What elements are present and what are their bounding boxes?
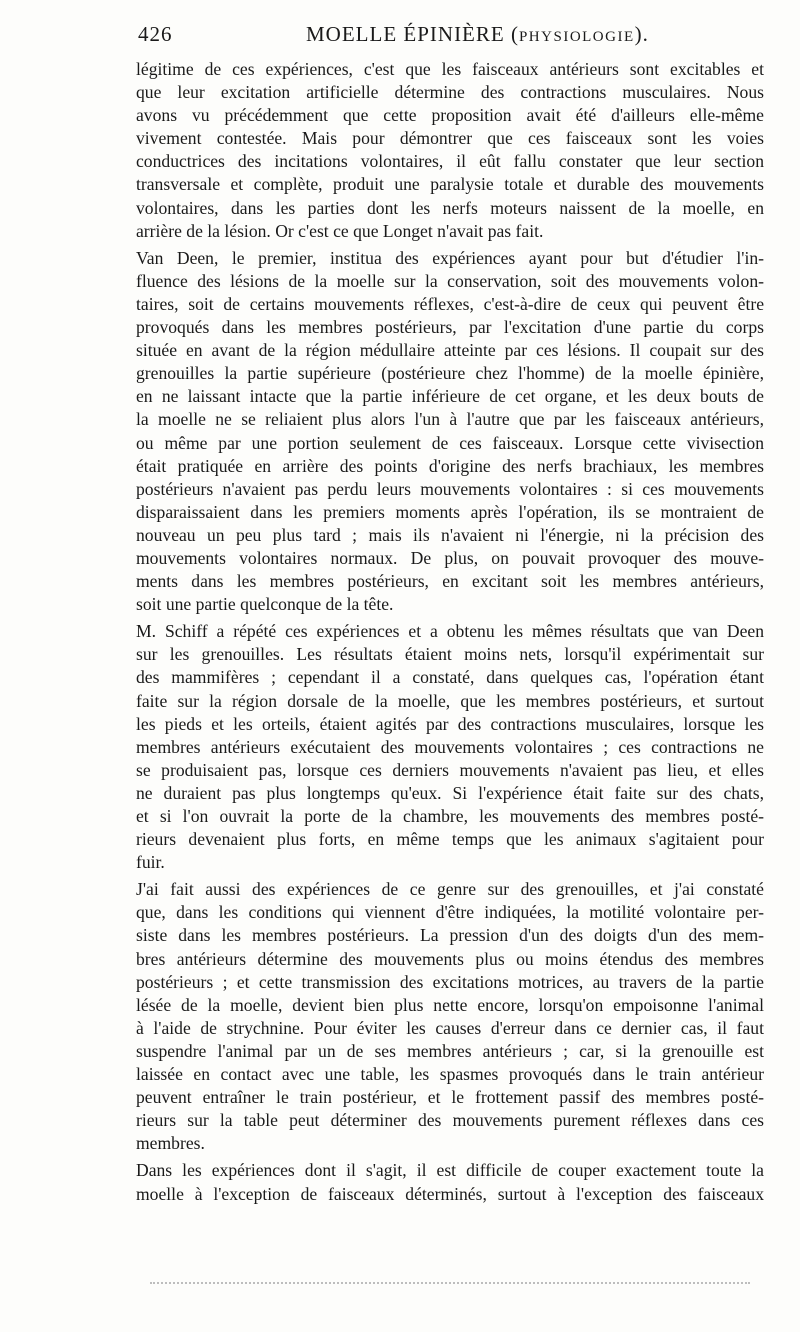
text-line: laissée en contact avec une table, les spasmes provoqués dans le train antérieur — [136, 1064, 764, 1085]
text-line: les pieds et les orteils, étaient agités par des contractions musculaires, lorsque les — [136, 713, 764, 734]
text-line: conductrices des incitations volontaires, il eût fallu constater que leur section — [136, 151, 764, 172]
paragraph — [136, 58, 764, 243]
text-line: fuir. — [136, 852, 165, 873]
text-line: faite sur la région dorsale de la moelle, que les membres postérieurs, et surtout — [136, 690, 764, 711]
text-line: et si l'on ouvrait la porte de la chambre, les mouvements des membres posté- — [136, 806, 764, 826]
text-line: volontaires, dans les parties dont les nerfs moteurs naissent de la moelle, en — [136, 197, 764, 218]
paragraph — [136, 878, 764, 1155]
text-line: Dans les expériences dont il s'agit, il est difficile de couper exactement toute la — [136, 1160, 764, 1181]
running-title-end: ). — [634, 22, 649, 46]
text-line: se produisaient pas, lorsque ces derniers mouvements n'avaient pas lieu, et elles — [136, 759, 764, 780]
text-line: avons vu précédemment que cette proposition avait été d'ailleurs elle-même — [136, 105, 764, 126]
text-line: membres. — [136, 1133, 205, 1154]
text-line: M. Schiff a répété ces expériences et a obtenu les mêmes résultats que van Deen — [136, 621, 764, 642]
text-line: ou même par une portion seulement de ces faisceaux. Lorsque cette vivisection — [136, 432, 764, 453]
text-line: en ne laissant intacte que la partie inférieure de cet organe, et les deux bouts de — [136, 386, 764, 407]
text-line: était pratiquée en arrière des points d'origine des nerfs brachiaux, les membres — [136, 455, 764, 476]
running-title-main: MOELLE ÉPINIÈRE ( — [306, 22, 519, 46]
text-line: bres antérieurs détermine des mouvements plus ou moins étendus des membres — [136, 948, 764, 969]
text-line: transversale et complète, produit une paralysie totale et durable des mouvements — [136, 174, 764, 195]
footer-rule — [150, 1282, 750, 1284]
text-line: membres antérieurs exécutaient des mouvements volontaires ; ces contractions ne — [136, 736, 764, 757]
text-line: que leur excitation artificielle détermine des contractions musculaires. Nous — [136, 82, 764, 103]
text-line: siste dans les membres postérieurs. La pression d'un des doigts d'un des mem- — [136, 925, 764, 946]
text-line: grenouilles la partie supérieure (postérieure chez l'homme) de la moelle épinière, — [136, 363, 764, 384]
paragraph — [136, 247, 764, 617]
text-line: moelle à l'exception de faisceaux déterminés, surtout à l'exception des faisceaux — [136, 1183, 764, 1204]
text-line: rieurs sur la table peut déterminer des mouvements purement réflexes dans ces — [136, 1110, 764, 1131]
text-line: Van Deen, le premier, institua des expériences ayant pour but d'étudier l'in- — [136, 247, 764, 268]
text-line: peuvent entraîner le train postérieur, et le frottement passif des membres posté- — [136, 1087, 764, 1108]
text-line: J'ai fait aussi des expériences de ce genre sur des grenouilles, et j'ai constaté — [136, 879, 764, 900]
text-line: arrière de la lésion. Or c'est ce que Longet n'avait pas fait. — [136, 220, 544, 241]
page-number: 426 — [138, 22, 173, 46]
running-header — [138, 22, 778, 52]
running-title — [306, 22, 649, 47]
paragraph — [136, 620, 764, 874]
text-line: soit une partie quelconque de la tête. — [136, 594, 394, 615]
text-line: provoqués dans les membres postérieurs, par l'excitation d'une partie du corps — [136, 317, 764, 338]
text-line: lésée de la moelle, devient bien plus nette encore, lorsqu'on empoisonne l'animal — [136, 994, 764, 1015]
text-line: suspendre l'animal par un de ses membres antérieurs ; car, si la grenouille est — [136, 1040, 764, 1061]
text-line: ne duraient pas plus longtemps qu'eux. Si l'expérience était faite sur des chats, — [136, 782, 764, 803]
text-line: fluence des lésions de la moelle sur la conservation, soit des mouvements volon- — [136, 270, 764, 291]
text-line: nouveau un peu plus tard ; mais ils n'avaient ni l'énergie, ni la précision des — [136, 524, 764, 545]
text-line: située en avant de la région médullaire atteinte par ces lésions. Il coupait sur des — [136, 340, 764, 361]
text-line: postérieurs ; et cette transmission des excitations motrices, au travers de la partie — [136, 971, 764, 992]
text-line: rieurs devenaient plus forts, en même temps que les animaux s'agitaient pour — [136, 829, 764, 850]
text-line: mouvements volontaires normaux. De plus, on pouvait provoquer des mouve- — [136, 547, 764, 568]
text-line: ments dans les membres postérieurs, en excitant soit les membres antérieurs, — [136, 571, 764, 592]
text-line: à l'aide de strychnine. Pour éviter les causes d'erreur dans ce dernier cas, il faut — [136, 1017, 764, 1038]
text-line: que, dans les conditions qui viennent d'être indiquées, la motilité volontaire per- — [136, 902, 764, 923]
running-title-subject: PHYSIOLOGIE — [518, 29, 635, 45]
text-line: des mammifères ; cependant il a constaté, dans quelques cas, l'opération étant — [136, 667, 764, 688]
text-line: vivement contestée. Mais pour démontrer que ces faisceaux sont les voies — [136, 128, 764, 149]
text-line: postérieurs n'avaient pas perdu leurs mouvements volontaires : si ces mouvements — [136, 478, 764, 499]
body-text — [136, 58, 764, 1206]
text-line: légitime de ces expériences, c'est que les faisceaux antérieurs sont excitables et — [136, 59, 764, 79]
text-line: disparaissaient dans les premiers moments après l'opération, ils se montraient de — [136, 501, 764, 522]
text-line: taires, soit de certains mouvements réflexes, c'est-à-dire de ceux qui peuvent être — [136, 293, 764, 314]
text-line: sur les grenouilles. Les résultats étaient moins nets, lorsqu'il expérimentait sur — [136, 644, 764, 665]
text-line: la moelle ne se reliaient plus alors l'un à l'autre que par les faisceaux antérieurs, — [136, 409, 764, 430]
paragraph — [136, 1159, 764, 1205]
